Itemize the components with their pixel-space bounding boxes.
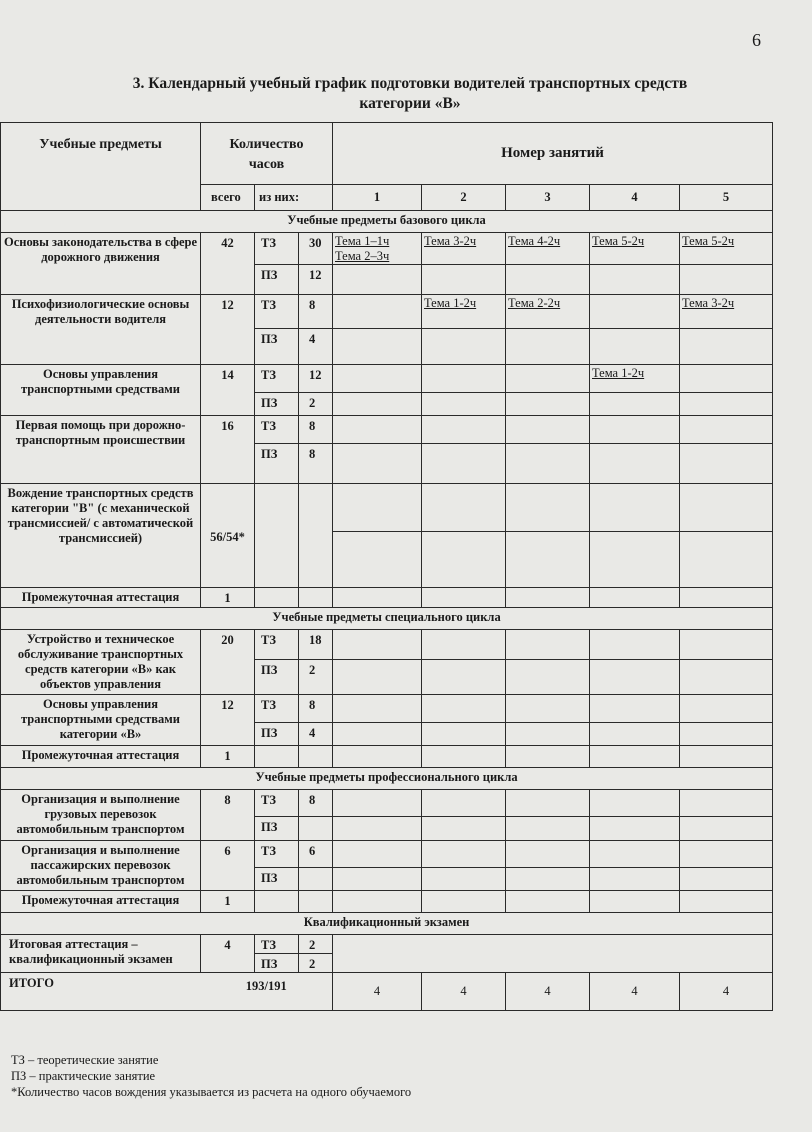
lesson-cell [333,841,422,868]
page-number: 6 [752,30,761,50]
section-title: Учебные предметы специального цикла [1,608,773,630]
lesson-cell [680,630,773,660]
lesson-cell [422,746,506,768]
table-row [1,295,773,329]
lesson-hours: 6 [299,841,333,868]
attestation-total: 1 [201,746,255,768]
lesson-hours [299,867,333,890]
lesson-cell [590,891,680,913]
lesson-kind [255,891,299,913]
table-row [1,695,773,723]
footnote-tz: ТЗ – теоретические занятие [11,1053,159,1067]
header-row [1,123,773,185]
header-total: всего [201,185,255,211]
lesson-cell [680,588,773,608]
lesson-cell [506,817,590,841]
header-lessons: Номер занятий [333,123,773,185]
lesson-cell [506,588,590,608]
lesson-cell [333,416,422,444]
lesson-hours: 2 [299,393,333,416]
lesson-hours: 8 [299,416,333,444]
lesson-hours [299,588,333,608]
lesson-cell [422,295,506,329]
lesson-cell [590,817,680,841]
subject-total: 6 [201,841,255,891]
topic-entry: Тема 1-2ч [424,296,477,310]
attestation-row [1,588,773,608]
lesson-cell [422,723,506,746]
lesson-cell [590,660,680,695]
lesson-cell [590,695,680,723]
lesson-cell [422,790,506,817]
subject-name: Основы законодательства в сфере дорожного движения [1,233,201,295]
lesson-kind: ПЗ [255,329,299,365]
lesson-kind: ТЗ [255,935,299,954]
table-row [1,935,773,954]
lesson-cell [590,746,680,768]
subject-name: Вождение транспортных средств категории "В" (с механической трансмиссией/ с автоматической трансмиссией) [1,484,201,588]
lesson-cell [333,588,422,608]
table-row [1,365,773,393]
lesson-cell [333,265,422,295]
lesson-cell [333,532,422,588]
topic-entry: Тема 5-2ч [682,234,735,248]
lesson-cell [680,393,773,416]
header-lesson-number: 5 [680,185,773,211]
lesson-cell [680,444,773,484]
lesson-cell [422,484,506,532]
subject-total: 12 [201,695,255,746]
lesson-cell [590,233,680,265]
attestation-total: 1 [201,588,255,608]
lesson-cell [506,416,590,444]
lesson-cell [422,660,506,695]
lesson-cell [422,891,506,913]
lesson-cell [422,444,506,484]
lesson-kind: ТЗ [255,295,299,329]
header-hours [201,123,333,185]
totals-label: ИТОГО [1,973,201,1011]
lesson-hours: 12 [299,365,333,393]
attestation-total: 1 [201,891,255,913]
lesson-cell [680,532,773,588]
lesson-hours: 2 [299,954,333,973]
lesson-cell [333,660,422,695]
subject-total: 12 [201,295,255,365]
lesson-cell [506,329,590,365]
lesson-cell [590,790,680,817]
lesson-cell [680,365,773,393]
lesson-kind: ПЗ [255,723,299,746]
lesson-cell [506,746,590,768]
lesson-kind: ПЗ [255,817,299,841]
lesson-cell [680,329,773,365]
table-row [1,233,773,265]
header-of-which: из них: [255,185,333,211]
lesson-cell [680,416,773,444]
lesson-cell [333,484,422,532]
lesson-cell [422,588,506,608]
lesson-cell [422,695,506,723]
lesson-cell [590,532,680,588]
lesson-cell [680,723,773,746]
table-row [1,630,773,660]
lesson-hours: 8 [299,790,333,817]
lesson-kind: ТЗ [255,233,299,265]
topic-entry: Тема 4-2ч [508,234,561,248]
lesson-cell [506,365,590,393]
table-row [1,841,773,868]
topic-entry: Тема 5-2ч [592,234,645,248]
lesson-cell [506,695,590,723]
lesson-hours: 4 [299,329,333,365]
totals-row [1,973,773,1011]
lesson-kind: ПЗ [255,444,299,484]
schedule-table [0,122,773,1011]
attestation-row [1,891,773,913]
table-row [1,416,773,444]
lesson-kind: ПЗ [255,954,299,973]
lesson-hours [299,817,333,841]
lesson-hours: 30 [299,233,333,265]
lesson-hours: 2 [299,935,333,954]
subject-name: Основы управления транспортными средствами категории «В» [1,695,201,746]
lesson-cell [333,935,773,973]
totals-lesson: 4 [422,973,506,1011]
lesson-kind: ПЗ [255,265,299,295]
lesson-cell [422,393,506,416]
lesson-cell [590,365,680,393]
lesson-cell [506,393,590,416]
lesson-cell [590,867,680,890]
lesson-cell [506,265,590,295]
lesson-cell [506,790,590,817]
topic-entry: Тема 3-2ч [682,296,735,310]
lesson-cell [506,444,590,484]
attestation-name: Промежуточная аттестация [1,746,201,768]
attestation-name: Промежуточная аттестация [1,588,201,608]
section-row [1,768,773,790]
lesson-cell [333,233,422,265]
lesson-cell [333,817,422,841]
lesson-cell [506,532,590,588]
lesson-cell [680,233,773,265]
section-row [1,211,773,233]
header-lesson-number: 4 [590,185,680,211]
lesson-cell [422,841,506,868]
lesson-cell [680,660,773,695]
subject-total: 16 [201,416,255,484]
topic-entry: Тема 2-2ч [508,296,561,310]
subject-total: 14 [201,365,255,416]
header-lesson-number: 2 [422,185,506,211]
section-row [1,913,773,935]
lesson-cell [680,867,773,890]
lesson-hours: 12 [299,265,333,295]
lesson-cell [590,630,680,660]
lesson-hours [299,746,333,768]
lesson-kind: ТЗ [255,365,299,393]
subject-name: Организация и выполнение пассажирских перевозок автомобильным транспортом [1,841,201,891]
lesson-cell [680,695,773,723]
subject-total: 20 [201,630,255,695]
lesson-cell [590,416,680,444]
lesson-hours: 8 [299,444,333,484]
lesson-kind: ПЗ [255,867,299,890]
lesson-cell [506,867,590,890]
lesson-cell [333,790,422,817]
footnote-pz: ПЗ – практические занятие [11,1069,156,1083]
lesson-cell [590,265,680,295]
title-line-2: категории «В» [359,95,461,112]
lesson-cell [680,265,773,295]
lesson-cell [506,295,590,329]
lesson-cell [333,630,422,660]
subject-total: 56/54* [201,484,255,588]
subject-name: Организация и выполнение грузовых перевозок автомобильным транспортом [1,790,201,841]
lesson-cell [422,532,506,588]
lesson-cell [422,867,506,890]
lesson-cell [333,329,422,365]
section-title: Учебные предметы профессионального цикла [1,768,773,790]
header-hours-line: часов [248,157,285,172]
section-title: Учебные предметы базового цикла [1,211,773,233]
lesson-cell [680,746,773,768]
lesson-kind: ТЗ [255,841,299,868]
lesson-cell [422,365,506,393]
lesson-cell [680,891,773,913]
lesson-kind: ТЗ [255,630,299,660]
lesson-cell [590,588,680,608]
lesson-cell [333,295,422,329]
subject-name: Первая помощь при дорожно-транспортным происшествии [1,416,201,484]
totals-lesson: 4 [506,973,590,1011]
lesson-cell [333,444,422,484]
lesson-cell [590,444,680,484]
lesson-hours: 4 [299,723,333,746]
lesson-cell [422,416,506,444]
lesson-cell [506,660,590,695]
subject-name: Психофизиологические основы деятельности водителя [1,295,201,365]
lesson-hours [299,891,333,913]
lesson-cell [506,484,590,532]
lesson-cell [506,891,590,913]
lesson-kind [255,588,299,608]
section-title: Квалификационный экзамен [1,913,773,935]
lesson-hours [299,484,333,588]
subject-total: 42 [201,233,255,295]
footnote-driving: *Количество часов вождения указывается из расчета на одного обучаемого [11,1085,412,1099]
lesson-cell [333,365,422,393]
lesson-cell [506,841,590,868]
lesson-hours: 8 [299,695,333,723]
subject-name: Основы управления транспортными средствами [1,365,201,416]
lesson-cell [590,329,680,365]
attestation-row [1,746,773,768]
lesson-kind: ТЗ [255,416,299,444]
lesson-cell [680,841,773,868]
lesson-hours: 18 [299,630,333,660]
lesson-cell [333,723,422,746]
lesson-cell [422,265,506,295]
header-lesson-number: 3 [506,185,590,211]
page-title [70,74,750,114]
subject-total: 8 [201,790,255,841]
lesson-cell [333,695,422,723]
lesson-cell [680,817,773,841]
exam-name: Итоговая аттестация – квалификационный экзамен [1,935,201,973]
topic-entry: Тема 2–3ч [335,249,390,263]
lesson-cell [422,817,506,841]
subject-name: Устройство и техническое обслуживание транспортных средств категории «В» как объектов управления [1,630,201,695]
lesson-cell [422,233,506,265]
lesson-cell [333,891,422,913]
topic-entry: Тема 1-2ч [592,366,645,380]
footnotes [11,1052,411,1100]
lesson-hours: 2 [299,660,333,695]
header-subjects: Учебные предметы [1,123,201,211]
lesson-cell [680,484,773,532]
section-row [1,608,773,630]
lesson-cell [680,790,773,817]
lesson-kind [255,484,299,588]
totals-lesson: 4 [333,973,422,1011]
lesson-cell [333,746,422,768]
lesson-cell [506,630,590,660]
header-lesson-number: 1 [333,185,422,211]
totals-hours: 193/191 [201,973,333,1011]
topic-entry: Тема 3-2ч [424,234,477,248]
lesson-cell [333,393,422,416]
lesson-hours: 8 [299,295,333,329]
table-row [1,484,773,532]
lesson-cell [590,295,680,329]
table-row [1,790,773,817]
topic-entry: Тема 1–1ч [335,234,390,248]
lesson-cell [590,841,680,868]
lesson-cell [590,723,680,746]
lesson-cell [506,723,590,746]
attestation-name: Промежуточная аттестация [1,891,201,913]
lesson-cell [590,484,680,532]
lesson-kind [255,746,299,768]
lesson-cell [422,329,506,365]
lesson-kind: ПЗ [255,393,299,416]
totals-lesson: 4 [680,973,773,1011]
totals-lesson: 4 [590,973,680,1011]
lesson-cell [680,295,773,329]
lesson-cell [333,867,422,890]
title-line-1: 3. Календарный учебный график подготовки водителей транспортных средств [132,75,688,92]
lesson-kind: ТЗ [255,695,299,723]
exam-total: 4 [201,935,255,973]
lesson-cell [590,393,680,416]
lesson-cell [506,233,590,265]
lesson-cell [422,630,506,660]
lesson-kind: ТЗ [255,790,299,817]
header-hours-line: Количество [229,137,304,152]
lesson-kind: ПЗ [255,660,299,695]
